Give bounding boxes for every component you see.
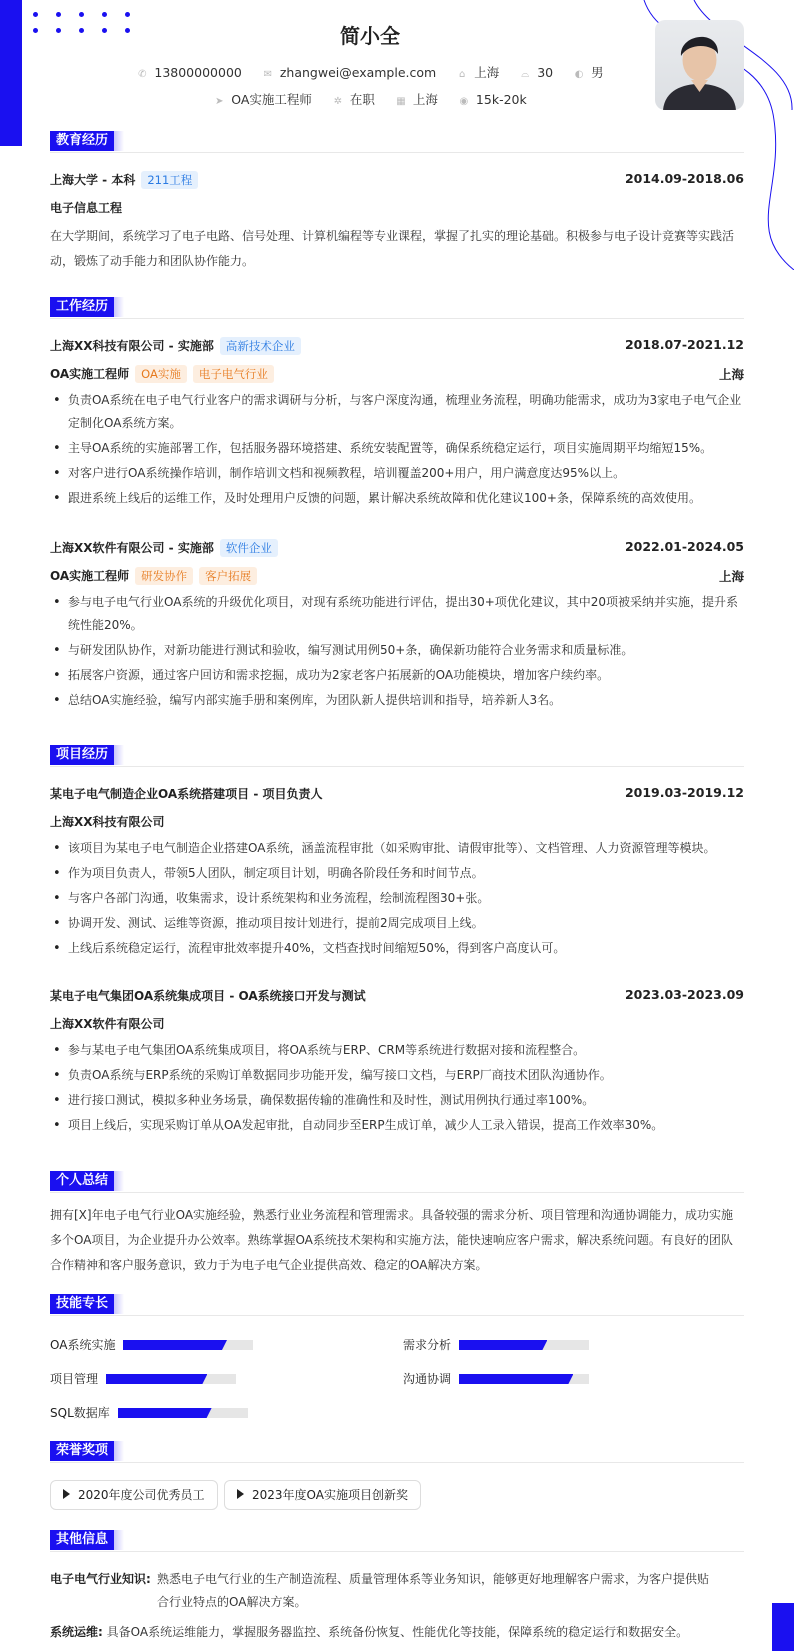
job-item [213,90,312,108]
other-item-text: 具备OA系统运维能力，掌握服务器监控、系统备份恢复、性能优化等技能，保障系统的稳定运行和数据安全。 [106,1625,689,1639]
project-title-row [50,987,744,1004]
company-name: 上海XX软件有限公司 - 实施部 [50,541,214,555]
right-accent-bar [772,1603,794,1651]
avatar-photo [655,20,744,110]
gender-text: 男 [591,65,604,80]
status-icon: ✲ [333,96,343,107]
skill-item [403,1336,703,1352]
phone-text: 13800000000 [154,65,242,80]
awards-section [50,1441,744,1502]
company-tag: 高新技术企业 [220,337,301,355]
project-bullets [50,1039,744,1139]
other-item-label: 系统运维: [50,1625,103,1639]
triangle-icon [237,1489,244,1499]
skill-bar [123,1340,253,1350]
school-name: 上海大学 - 本科 [50,173,136,187]
project-bullets [50,837,744,962]
section-title-work: 工作经历 [50,297,114,317]
skill-item [50,1336,350,1352]
section-title-projects: 项目经历 [50,745,114,765]
email-item [262,65,436,80]
education-header-row [50,171,744,189]
summary-text: 拥有[X]年电子电气行业OA实施经验，熟悉行业业务流程和管理需求。具备较强的需求分析、项目管理和沟通协调能力，成功实施多个OA项目，为企业提升办公效率。熟练掌握OA系统技术架构和实施方法，能快速响应客户需求，解决系统问题。有良好的团队合作精神和客户服务意识，致力于为电子电气企业提供高效、稳定的OA解决方案。 [50,1208,734,1272]
other-item [50,1621,744,1644]
contact-row [0,63,740,81]
list-item: • 项目上线后，实现采购订单从OA发起审批，自动同步至ERP生成订单，减少人工录入错误，提高工作效率30%。 [50,1114,744,1137]
award-chip [50,1480,218,1510]
phone-item [136,65,241,80]
work-role-row [50,365,744,383]
skills-section [50,1294,744,1420]
list-item: • 协调开发、测试、运维等资源，推动项目按计划进行，提前2周完成项目上线。 [50,912,744,935]
age-icon: ⌓ [521,69,530,80]
skill-bar-fill [118,1408,212,1418]
project-company: 上海XX软件有限公司 [50,1017,165,1031]
list-item: • 对客户进行OA系统操作培训，制作培训文档和视频教程，培训覆盖200+用户，用户满意度达95%以上。 [50,462,744,485]
list-item: • 跟进系统上线后的运维工作，及时处理用户反馈的问题，累计解决系统故障和优化建议100+条，保障系统的高效使用。 [50,487,744,510]
triangle-icon [63,1489,70,1499]
section-title-summary: 个人总结 [50,1171,114,1191]
send-icon: ➤ [215,96,224,107]
location-text: 上海 [474,65,500,80]
work-company-row [50,539,744,557]
status-item [332,90,375,108]
project-title-row [50,785,744,802]
mail-icon: ✉ [263,69,273,80]
education-section [50,131,744,268]
role-tag: OA实施 [135,365,187,383]
skill-label: SQL数据库 [50,1406,110,1420]
projects-section [50,745,744,1132]
resume-header [0,0,794,120]
role-tag: 研发协作 [135,567,193,585]
work-role-row [50,567,744,585]
list-item: • 总结OA实施经验，编写内部实施手册和案例库，为团队新人提供培训和指导，培养新人3名。 [50,689,744,712]
project-date: 2019.03-2019.12 [624,785,744,800]
skill-bar-fill [123,1340,227,1350]
skill-label: 需求分析 [403,1338,452,1352]
candidate-name: 简小全 [340,24,400,48]
work-bullets [50,591,744,714]
role-tag: 电子电气行业 [193,365,274,383]
awards-list [50,1480,744,1512]
major-name: 电子信息工程 [50,201,123,215]
role-tag: 客户拓展 [199,567,257,585]
salary-icon: ◉ [459,96,469,107]
list-item: • 主导OA系统的实施部署工作，包括服务器环境搭建、系统安装配置等，确保系统稳定运行，项目实施周期平均缩短15%。 [50,437,744,460]
other-item-text: 熟悉电子电气行业的生产制造流程、质量管理体系等业务知识，能够更好地理解客户需求，为客户提供贴合行业特点的OA解决方案。 [157,1572,710,1609]
list-item: • 上线后系统稳定运行，流程审批效率提升40%，文档查找时间缩短50%，得到客户高度认可。 [50,937,744,960]
gender-item [573,63,604,81]
role-name: OA实施工程师 [50,367,130,381]
job-text: OA实施工程师 [231,92,312,107]
skill-bar [106,1374,236,1384]
salary-item [458,92,527,107]
city-item [395,90,438,108]
education-date: 2014.09-2018.06 [624,171,744,186]
section-title-education: 教育经历 [50,131,114,151]
project-title: 某电子电气制造企业OA系统搭建项目 - 项目负责人 [50,787,323,801]
skill-label: 项目管理 [50,1372,99,1386]
list-item: • 负责OA系统在电子电气行业客户的需求调研与分析，与客户深度沟通，梳理业务流程，明确功能需求，成功为3家电子电气企业定制化OA系统方案。 [50,389,744,435]
company-tag: 软件企业 [220,539,278,557]
work-bullets [50,389,744,512]
project-date: 2023.03-2023.09 [624,987,744,1002]
skill-bar-fill [459,1340,547,1350]
skill-bar-fill [106,1374,207,1384]
list-item: • 与客户各部门沟通，收集需求，设计系统架构和业务流程，绘制流程图30+张。 [50,887,744,910]
list-item: • 负责OA系统与ERP系统的采购订单数据同步功能开发，编写接口文档，与ERP厂商技术团队沟通协作。 [50,1064,744,1087]
home-icon: ⌂ [459,69,466,80]
job-intent-row [0,90,740,108]
school-tag: 211工程 [141,171,198,189]
education-description: 在大学期间，系统学习了电子电路、信号处理、计算机编程等专业课程，掌握了扎实的理论基础。积极参与电子设计竞赛等实践活动，锻炼了动手能力和团队协作能力。 [50,229,735,268]
other-item-label: 电子电气行业知识: [50,1572,151,1586]
work-city: 上海 [718,367,744,382]
list-item: • 与研发团队协作，对新功能进行测试和验收，编写测试用例50+条，确保新功能符合业务需求和质量标准。 [50,639,744,662]
section-title-other: 其他信息 [50,1530,114,1550]
list-item: • 参与某电子电气集团OA系统集成项目，将OA系统与ERP、CRM等系统进行数据对接和流程整合。 [50,1039,744,1062]
project-title: 某电子电气集团OA系统集成项目 - OA系统接口开发与测试 [50,989,366,1003]
skill-item [50,1404,350,1420]
section-title-awards: 荣誉奖项 [50,1441,114,1461]
other-section [50,1530,744,1639]
skill-label: 沟通协调 [403,1372,452,1386]
skill-item [50,1370,350,1386]
salary-text: 15k-20k [475,92,527,107]
skill-bar-fill [459,1374,573,1384]
gender-icon: ◐ [574,69,584,80]
work-date: 2018.07-2021.12 [624,337,744,352]
skill-label: OA系统实施 [50,1338,116,1352]
skill-item [403,1370,703,1386]
award-chip [224,1480,421,1510]
list-item: • 参与电子电气行业OA系统的升级优化项目，对现有系统功能进行评估，提出30+项优化建议，其中20项被采纳并实施，提升系统性能20%。 [50,591,744,637]
building-icon: ▦ [396,96,406,107]
email-text: zhangwei@example.com [279,65,437,80]
list-item: • 该项目为某电子电气制造企业搭建OA系统，涵盖流程审批（如采购审批、请假审批等）、文档管理、人力资源管理等模块。 [50,837,744,860]
city-text: 上海 [412,92,438,107]
project-company: 上海XX科技有限公司 [50,815,165,829]
status-text: 在职 [349,92,375,107]
section-title-skills: 技能专长 [50,1294,114,1314]
role-name: OA实施工程师 [50,569,130,583]
work-date: 2022.01-2024.05 [624,539,744,554]
phone-icon: ✆ [138,69,147,80]
award-label: 2020年度公司优秀员工 [78,1488,205,1502]
skill-bar [459,1374,589,1384]
work-company-row [50,337,744,355]
company-name: 上海XX科技有限公司 - 实施部 [50,339,214,353]
age-item [519,65,553,80]
location-item [456,63,499,81]
summary-section [50,1171,744,1272]
list-item: • 作为项目负责人，带领5人团队，制定项目计划，明确各阶段任务和时间节点。 [50,862,744,885]
skill-bar [118,1408,248,1418]
list-item: • 拓展客户资源，通过客户回访和需求挖掘，成功为2家老客户拓展新的OA功能模块，增加客户续约率。 [50,664,744,687]
skill-bar [459,1340,589,1350]
work-section [50,297,744,707]
award-label: 2023年度OA实施项目创新奖 [252,1488,408,1502]
list-item: • 进行接口测试，模拟多种业务场景，确保数据传输的准确性和及时性，测试用例执行通过率100%。 [50,1089,744,1112]
work-city: 上海 [718,569,744,584]
age-text: 30 [537,65,554,80]
